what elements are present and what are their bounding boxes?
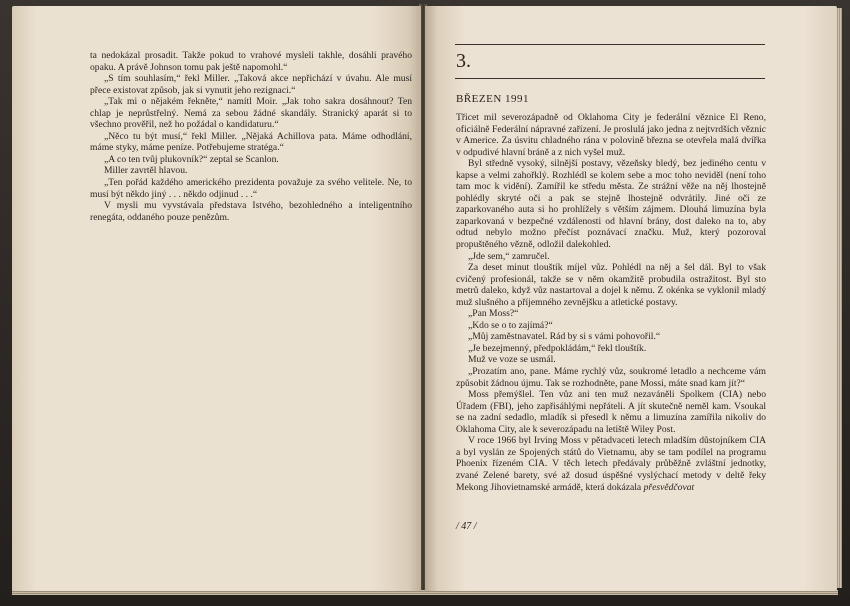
paragraph: Miller zavrtěl hlavou. (104, 165, 188, 177)
paragraph: Třicet mil severozápadně od Oklahoma City je federální věznice El Reno, oficiálně Federální nápravné zařízení. Je proslulá jako jedna z nejtvrdších věznic v Americe. Za úsvitu chladného rána v polovině března se otevřela malá dvířka v odpudivé hlavní bráně a z nich vyšel muž. (456, 112, 766, 158)
left-page (12, 6, 421, 591)
paragraph: „A co ten tvůj plukovník?“ zeptal se Scanlon. (104, 153, 279, 165)
paragraph: „Prozatím ano, pane. Máme rychlý vůz, soukromé letadlo a nechceme vám způsobit žádnou újmu. Tak se rozhodněte, pane Mossi, máte snad kam jít?“ (456, 366, 766, 389)
paragraph: Muž ve voze se usmál. (468, 354, 556, 366)
paragraph: „Tak mi o nějakém řekněte,“ namítl Moir. „Jak toho sakra dosáhnout? Ten chlap je neprůstřelný. Nemá za sebou žádné skandály. Stranický aparát si to všechno prověřil, než ho požádal o kandidaturu.“ (90, 96, 412, 131)
paragraph: „Je bezejmenný, předpokládám,“ řekl tlouštík. (468, 342, 647, 354)
paragraph: „Jde sem,“ zamručel. (468, 250, 550, 262)
italic-word: přesvědčovat (643, 481, 695, 493)
chapter-rule-top (455, 44, 765, 45)
paragraph: Za deset minut tlouštík míjel vůz. Pohlédl na něj a šel dál. Byl to však cvičený profesionál, takže se v něm okamžitě probudila ostražitost. Byl sto metrů daleko, když vůz nastartoval a dojel k němu. Z okénka se vyklonil mladý muž slušného a příjemného zevnějšku a atletické postavy. (456, 262, 766, 308)
chapter-date: BŘEZEN 1991 (456, 93, 530, 105)
paragraph: V mysli mu vyvstávala představa Istvého, bezohledného a inteligentního renegáta, oddaného pouze penězům. (90, 200, 412, 223)
chapter-number: 3. (456, 50, 471, 72)
chapter-rule-bottom (455, 78, 765, 79)
paragraph: Moss přemýšlel. Ten vůz ani ten muž nezaváněli Spolkem (CIA) nebo Úřadem (FBI), jeho zapřisáhlými nepřáteli. A jít skutečně neměl kam. Vsoukal se na zadní sedadlo, mladík si přesedl k němu a limuzína zamířila nikoliv do Oklahoma City, ale k severozápadu na letiště Wiley Post. (456, 389, 766, 435)
paragraph: ta nedokázal prosadit. Takže pokud to vrahové mysleli takhle, dosáhli pravého opaku. A právě Johnson tomu pak ještě napomohl.“ (90, 50, 412, 73)
paragraph-text: V roce 1966 byl Irving Moss v pětadvaceti letech mladším důstojníkem CIA a byl vyslán ze Spojených států do Vietnamu, aby se tam podílel na programu Phoenix řízeném CIA. V těch letech předávaly průběžně zvláštní jednotky, zvané Zelené barety, své až dosud úspěšné vyslýchací metody v deltě řeky Mekong Jihovietnamské armádě, která dokázala (456, 435, 766, 493)
paragraph: „Můj zaměstnavatel. Rád by si s vámi pohovořil.“ (468, 331, 661, 343)
paragraph: Byl středně vysoký, silnější postavy, vězeňsky bledý, bez jediného centu v kapse a velmi zahořklý. Rozhlédl se kolem sebe a moc toho neviděl (není toho tam moc k vidění). Zamířil ke středu města. Ze strážní věže na něj lhostejně pohlédly skryté oči a pak se stejně lhostejně odvrátily. Jiné oči ze zaparkovaného auta si ho prohlížely s větším zájmem. Dlouhá limuzína byla zaparkovaná v bezpečné vzdálenosti od hlavní brány, dost daleko na to, aby odtud nebylo možno přečíst poznávací značku. Muž, který pozoroval propuštěného vězně, odložil dalekohled. (456, 158, 766, 251)
paragraph: „Ten pořád každého amerického prezidenta považuje za svého velitele. Ne, to musí být někdo jiný . . . někdo odjinud . . .“ (90, 177, 412, 200)
left-page-body (90, 50, 412, 223)
paragraph: „S tím souhlasím,“ řekl Miller. „Taková akce nepřichází v úvahu. Ale musí přece existovat způsob, jak si vynutit jeho rezignaci.“ (90, 73, 412, 96)
paragraph: „Kdo se o to zajímá?“ (468, 319, 553, 331)
right-page-body (456, 112, 766, 493)
page-number: / 47 / (456, 521, 477, 532)
paragraph: „Pan Moss?“ (468, 308, 519, 320)
paragraph-last (456, 435, 766, 493)
paragraph: „Něco tu být musí,“ řekl Miller. „Nějaká Achillova pata. Máme odhodlání, máme styky, máme peníze. Potřebujeme stratéga.“ (90, 130, 412, 154)
